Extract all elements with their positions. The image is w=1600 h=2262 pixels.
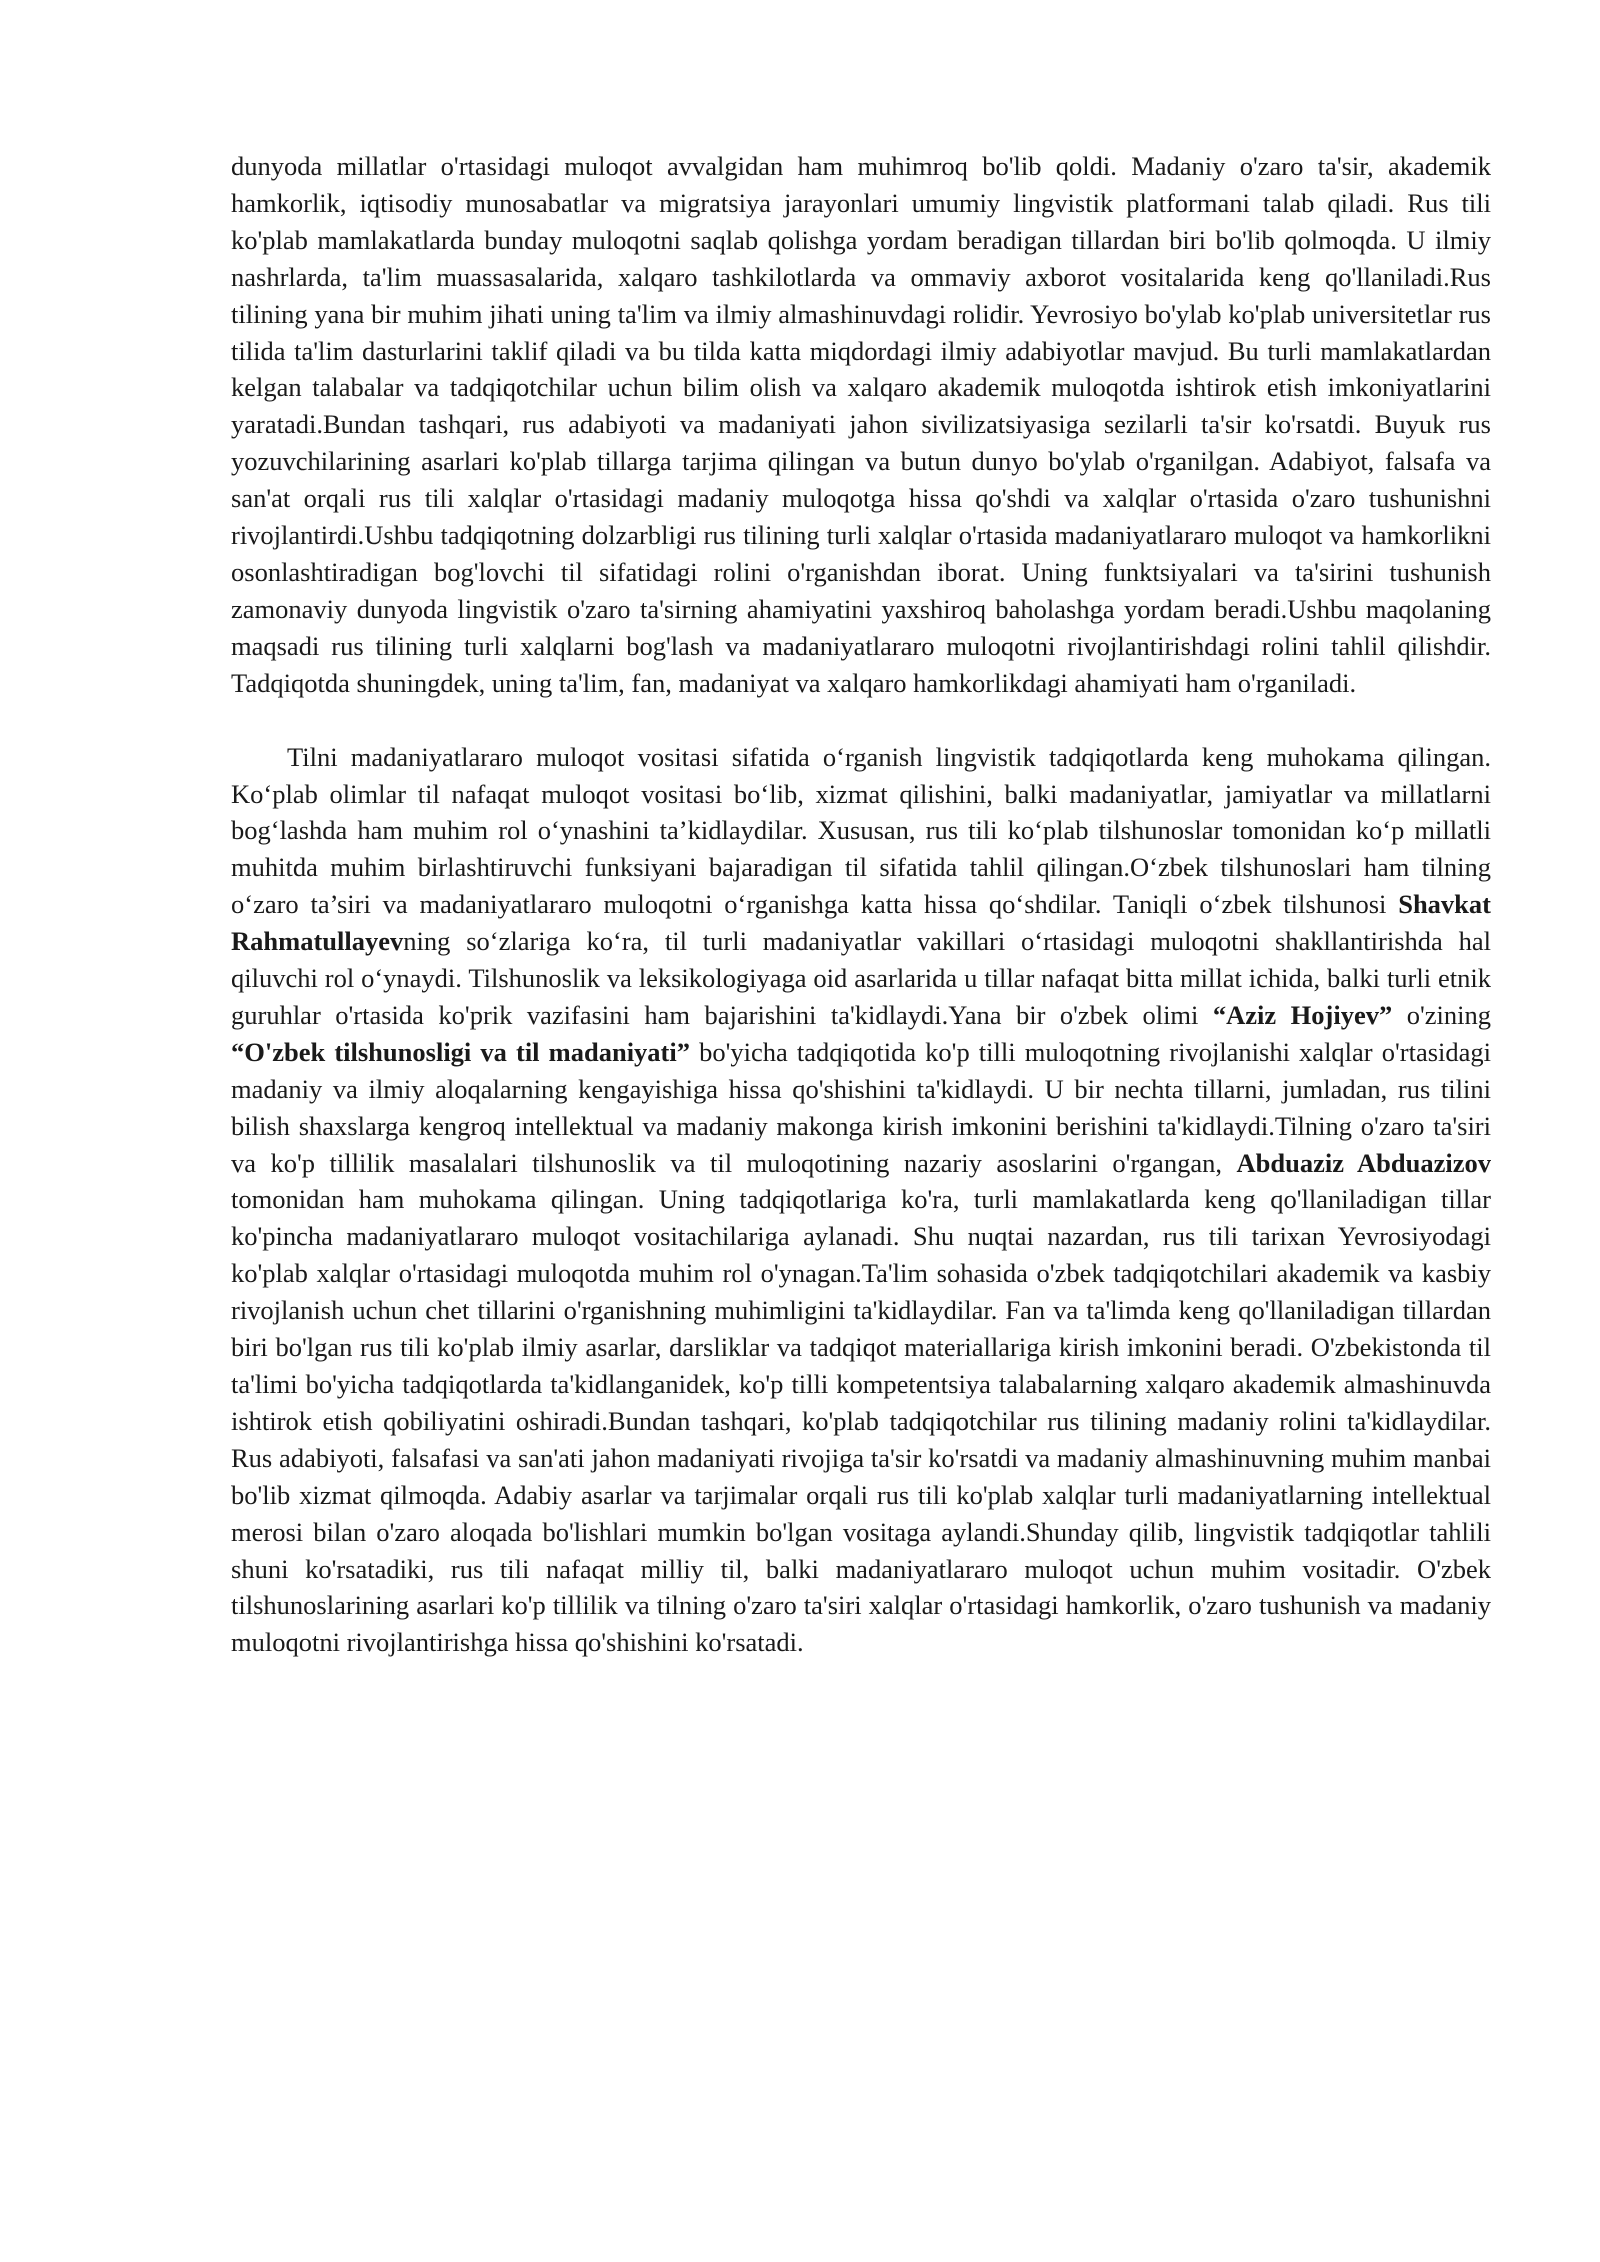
scholar-name-rahmatullayev: Shavkat Rahmatullayev [231, 889, 1491, 957]
paragraph-text-segment: bo'yicha tadqiqotida ko'p tilli muloqotning rivojlanishi xalqlar o'rtasidagi madaniy va ilmiy aloqalarning kengayishiga hissa qo'shishini ta'kidlaydi. U bir nechta tillarni, jumladan, rus tilini bilish shaxslarga kengroq intellektual va madaniy makonga kirish imkonini berishini ta'kidlaydi.Tilning o'zaro ta'siri va ko'p tillilik masalalari tilshunoslik va til muloqotining nazariy asoslarini o'rgangan, [231, 1036, 1492, 1178]
paragraph-text-segment: ning so‘zlariga ko‘ra, til turli madaniyatlar vakillari o‘rtasidagi muloqotni shakllantirishda hal qiluvchi rol o‘ynaydi. Tilshunoslik va leksikologiyaga oid asarlarida u tillar nafaqat bitta millat ichida, balki turli etnik guruhlar o'rtasida ko'prik vazifasini ham bajarishini ta'kidlaydi.Yana bir o'zbek olimi [231, 926, 1491, 1030]
document-page [231, 148, 1491, 1661]
scholar-name-hojiyev: “Aziz Hojiyev” [1212, 999, 1393, 1030]
scholar-name-abduazizov: Abduaziz Abduazizov [1236, 1147, 1491, 1178]
paragraph-intro-text: dunyoda millatlar o'rtasidagi muloqot avvalgidan ham muhimroq bo'lib qoldi. Madaniy o'zaro ta'sir, akademik hamkorlik, iqtisodiy munosabatlar va migratsiya jarayonlari umumiy lingvistik platformani talab qiladi. Rus tili ko'plab mamlakatlarda bunday muloqotni saqlab qolishga yordam beradigan tillardan biri bo'lib qolmoqda. U ilmiy nashrlarda, ta'lim muassasalarida, xalqaro tashkilotlarda va ommaviy axborot vositalarida keng qo'llaniladi.Rus tilining yana bir muhim jihati uning ta'lim va ilmiy almashinuvdagi rolidir. Yevrosiyo bo'ylab ko'plab universitetlar rus tilida ta'lim dasturlarini taklif qiladi va bu tilda katta miqdordagi ilmiy adabiyotlar mavjud. Bu turli mamlakatlardan kelgan talabalar va tadqiqotchilar uchun bilim olish va xalqaro akademik muloqotda ishtirok etish imkoniyatlarini yaratadi.Bundan tashqari, rus adabiyoti va madaniyati jahon sivilizatsiyasiga sezilarli ta'sir ko'rsatdi. Buyuk rus yozuvchilarining asarlari ko'plab tillarga tarjima qilingan va butun dunyo bo'ylab o'rganilgan. Adabiyot, falsafa va san'at orqali rus tili xalqlar o'rtasidagi madaniy muloqotga hissa qo'shdi va xalqlar o'rtasida o'zaro tushunishni rivojlantirdi.Ushbu tadqiqotning dolzarbligi rus tilining turli xalqlar o'rtasida madaniyatlararo muloqot va hamkorlikni osonlashtiradigan bog'lovchi til sifatidagi rolini o'rganishdan iborat. Uning funktsiyalari va ta'sirini tushunish zamonaviy dunyoda lingvistik o'zaro ta'sirning ahamiyatini yaxshiroq baholashga yordam beradi.Ushbu maqolaning maqsadi rus tilining turli xalqlarni bog'lash va madaniyatlararo muloqotni rivojlantirishdagi rolini tahlil qilishdir. Tadqiqotda shuningdek, uning ta'lim, fan, madaniyat va xalqaro hamkorlikdagi ahamiyati ham o'rganiladi. [231, 151, 1491, 698]
paragraph-text-segment: Tilni madaniyatlararo muloqot vositasi sifatida o‘rganish lingvistik tadqiqotlarda keng muhokama qilingan. Ko‘plab olimlar til nafaqat muloqot vositasi bo‘lib, xizmat qilishini, balki madaniyatlar, jamiyatlar va millatlarni bog‘lashda ham muhim rol o‘ynashini ta’kidlaydilar. Xususan, rus tili ko‘plab tilshunoslar tomonidan ko‘p millatli muhitda muhim birlashtiruvchi funksiyani bajaradigan til sifatida tahlil qilingan.O‘zbek tilshunoslari ham tilning o‘zaro ta’siri va madaniyatlararo muloqotni o‘rganishga katta hissa qo‘shdilar. Taniqli o‘zbek tilshunosi [231, 741, 1491, 920]
paragraph-text-segment: o'zining [1392, 999, 1492, 1030]
paragraph-text-segment: tomonidan ham muhokama qilingan. Uning tadqiqotlariga ko'ra, turli mamlakatlarda keng qo'llaniladigan tillar ko'pincha madaniyatlararo muloqot vositachilariga aylanadi. Shu nuqtai nazardan, rus tili tarixan Yevrosiyodagi ko'plab xalqlar o'rtasidagi muloqotda muhim rol o'ynagan.Ta'lim sohasida o'zbek tadqiqotchilari akademik va kasbiy rivojlanish uchun chet tillarini o'rganishning muhimligini ta'kidlaydilar. Fan va ta'limda keng qo'llaniladigan tillardan biri bo'lgan rus tili ko'plab ilmiy asarlar, darsliklar va tadqiqot materiallariga kirish imkonini beradi. O'zbekistonda til ta'limi bo'yicha tadqiqotlarda ta'kidlanganidek, ko'p tilli kompetentsiya talabalarning xalqaro akademik almashinuvda ishtirok etish qobiliyatini oshiradi.Bundan tashqari, ko'plab tadqiqotchilar rus tilining madaniy rolini ta'kidlaydilar. Rus adabiyoti, falsafasi va san'ati jahon madaniyati rivojiga ta'sir ko'rsatdi va madaniy almashinuvning muhim manbai bo'lib xizmat qilmoqda. Adabiy asarlar va tarjimalar orqali rus tili ko'plab xalqlar turli madaniyatlarning intellektual merosi bilan o'zaro aloqada bo'lishlari mumkin bo'lgan vositaga aylandi.Shunday qilib, lingvistik tadqiqotlar tahlili shuni ko'rsatadiki, rus tili nafaqat milliy til, balki madaniyatlararo muloqot uchun muhim vositadir. O'zbek tilshunoslarining asarlari ko'p tillilik va tilning o'zaro ta'siri xalqlar o'rtasidagi hamkorlik, o'zaro tushunish va madaniy muloqotni rivojlantirishga hissa qo'shishini ko'rsatadi. [231, 1184, 1491, 1658]
work-title: “O'zbek tilshunosligi va til madaniyati” [231, 1036, 690, 1067]
paragraph-literature-review [231, 739, 1491, 1662]
paragraph-intro [231, 148, 1491, 702]
